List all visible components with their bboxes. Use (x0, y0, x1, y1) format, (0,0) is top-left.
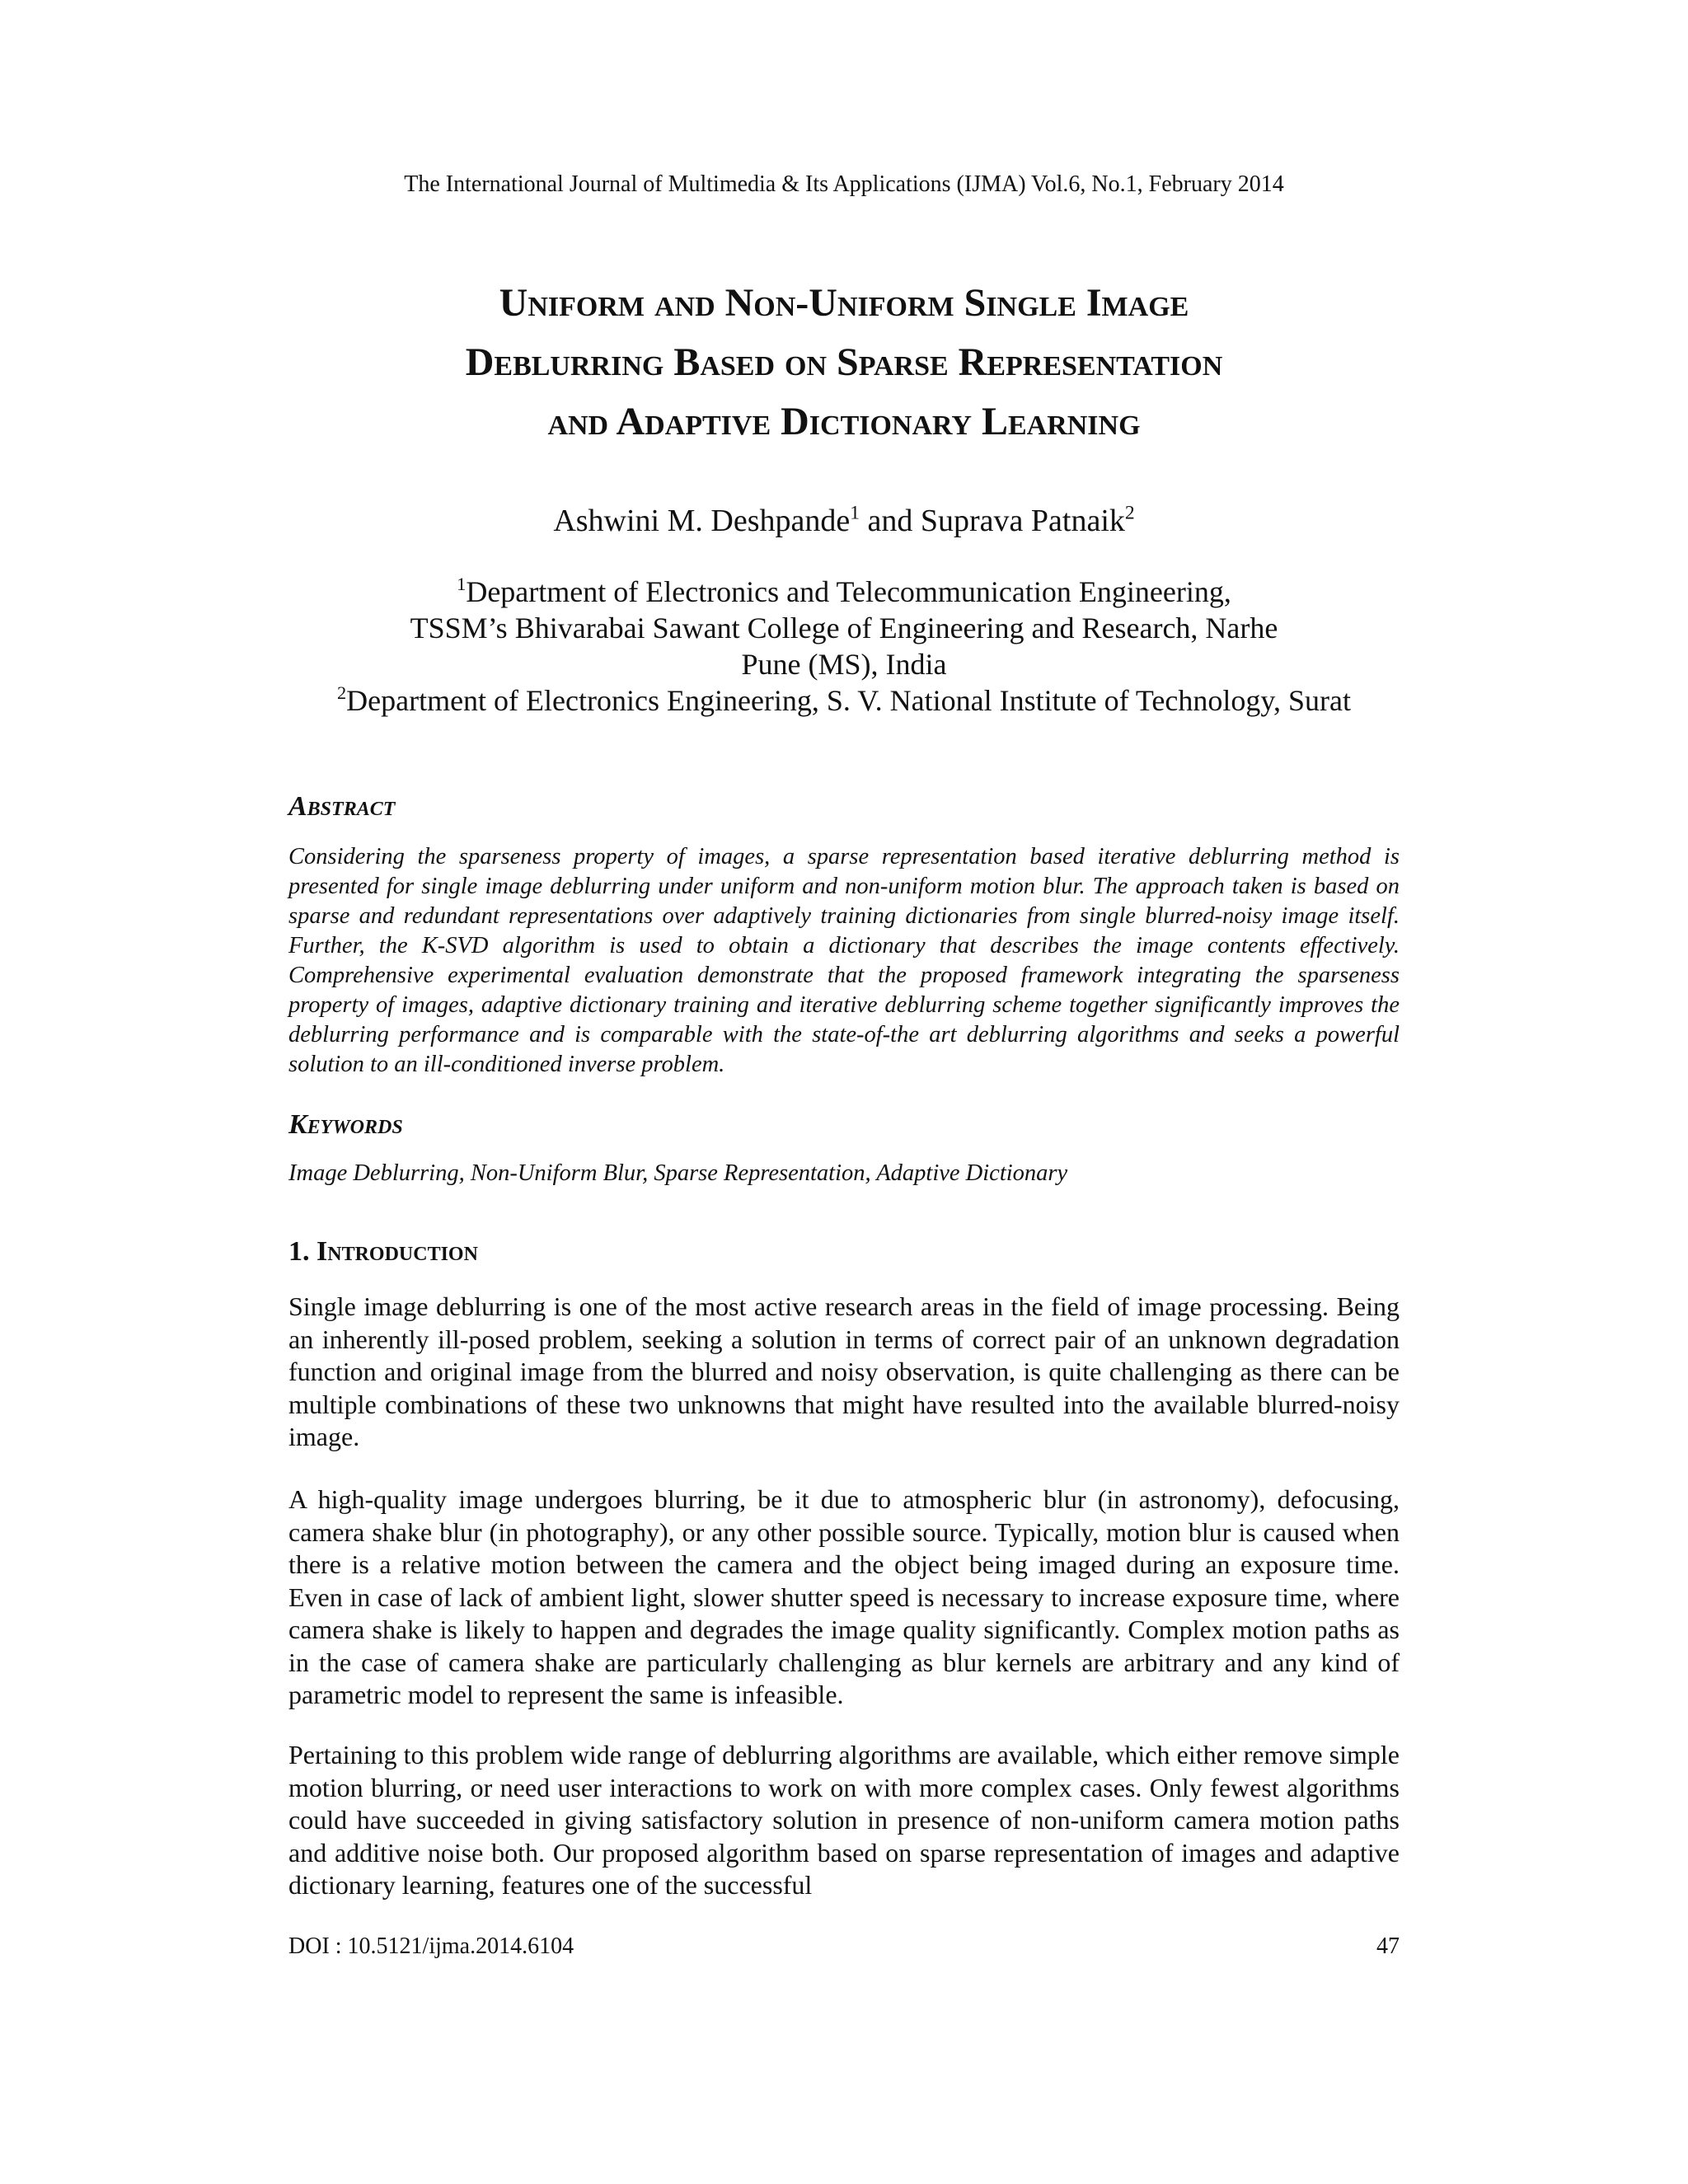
author-name: Ashwini M. Deshpande (553, 504, 851, 538)
affiliation-line (198, 682, 1490, 719)
keywords-body: Image Deblurring, Non-Uniform Blur, Sparse Representation, Adaptive Dictionary (288, 1160, 1068, 1186)
body-paragraph: Pertaining to this problem wide range of deblurring algorithms are available, which either remove simple motion blurring, or need user interactions to work on with more complex cases. Only fewest algorithms could have succeeded in giving satisfactory solution in presence of non-uniform camera motion paths and additive noise both. Our proposed algorithm based on sparse representation of images and adaptive dictionary learning, features one of the successful (288, 1740, 1400, 1900)
page-number: 47 (1376, 1933, 1400, 1959)
body-paragraph: Single image deblurring is one of the most active research areas in the field of image processing. Being an inherently ill-posed problem, seeking a solution in terms of correct pair of an unknown degradation function and original image from the blurred and noisy observation, is quite challenging as there can be multiple combinations of these two unknowns that might have resulted into the available blurred-noisy image. (288, 1291, 1400, 1451)
affiliation-mark: 1 (850, 502, 860, 524)
title-line: and Adaptive Dictionary Learning (547, 400, 1141, 443)
affiliation-mark: 2 (1124, 502, 1135, 524)
doi-footer: DOI : 10.5121/ijma.2014.6104 (288, 1933, 574, 1959)
author-name: Suprava Patnaik (920, 504, 1125, 538)
abstract-body: Considering the sparseness property of images, a sparse representation based iterative deblurring method is presented for single image deblurring under uniform and non-uniform motion blur. The approach taken is based on sparse and redundant representations over adaptively training dictionaries from single blurred-noisy image itself. Further, the K-SVD algorithm is used to obtain a dictionary that describes the image contents effectively. Comprehensive experimental evaluation demonstrate that the proposed framework integrating the sparseness property of images, adaptive dictionary training and iterative deblurring scheme together significantly improves the deblurring performance and is comparable with the state-of-the art deblurring algorithms and seeks a powerful solution to an ill-conditioned inverse problem. (288, 844, 1400, 1077)
body-paragraph: A high-quality image undergoes blurring, be it due to atmospheric blur (in astronomy), defocusing, camera shake blur (in photography), or any other possible source. Typically, motion blur is caused when there is a relative motion between the camera and the object being imaged during an exposure time. Even in case of lack of ambient light, slower shutter speed is necessary to increase exposure time, where camera shake is likely to happen and degrades the image quality significantly. Complex motion paths as in the case of camera shake are particularly challenging as blur kernels are arbitrary and any kind of parametric model to represent the same is infeasible. (288, 1484, 1400, 1709)
affiliation-line: Pune (MS), India (741, 648, 947, 681)
introduction-heading: 1. Introduction (288, 1236, 478, 1267)
keywords-heading: Keywords (288, 1109, 403, 1140)
affiliation-line: TSSM’s Bhivarabai Sawant College of Engineering and Research, Narhe (410, 612, 1278, 644)
author-list (0, 503, 1688, 539)
author-connector: and (860, 504, 921, 538)
title-line: Uniform and Non-Uniform Single Image (499, 281, 1189, 325)
affiliation-line (198, 574, 1490, 610)
paper-title (198, 274, 1490, 452)
affiliation-text: Department of Electronics Engineering, S. V. National Institute of Technology, Surat (346, 684, 1352, 717)
journal-header: The International Journal of Multimedia & Its Applications (IJMA) Vol.6, No.1, February 2014 (404, 171, 1284, 197)
affiliation-mark: 1 (457, 574, 467, 595)
affiliation-text: Department of Electronics and Telecommunication Engineering, (466, 575, 1231, 608)
affiliation-mark: 2 (336, 682, 347, 704)
title-line: Deblurring Based on Sparse Representation (465, 340, 1223, 384)
abstract-heading: Abstract (288, 791, 396, 822)
affiliations (198, 574, 1490, 719)
